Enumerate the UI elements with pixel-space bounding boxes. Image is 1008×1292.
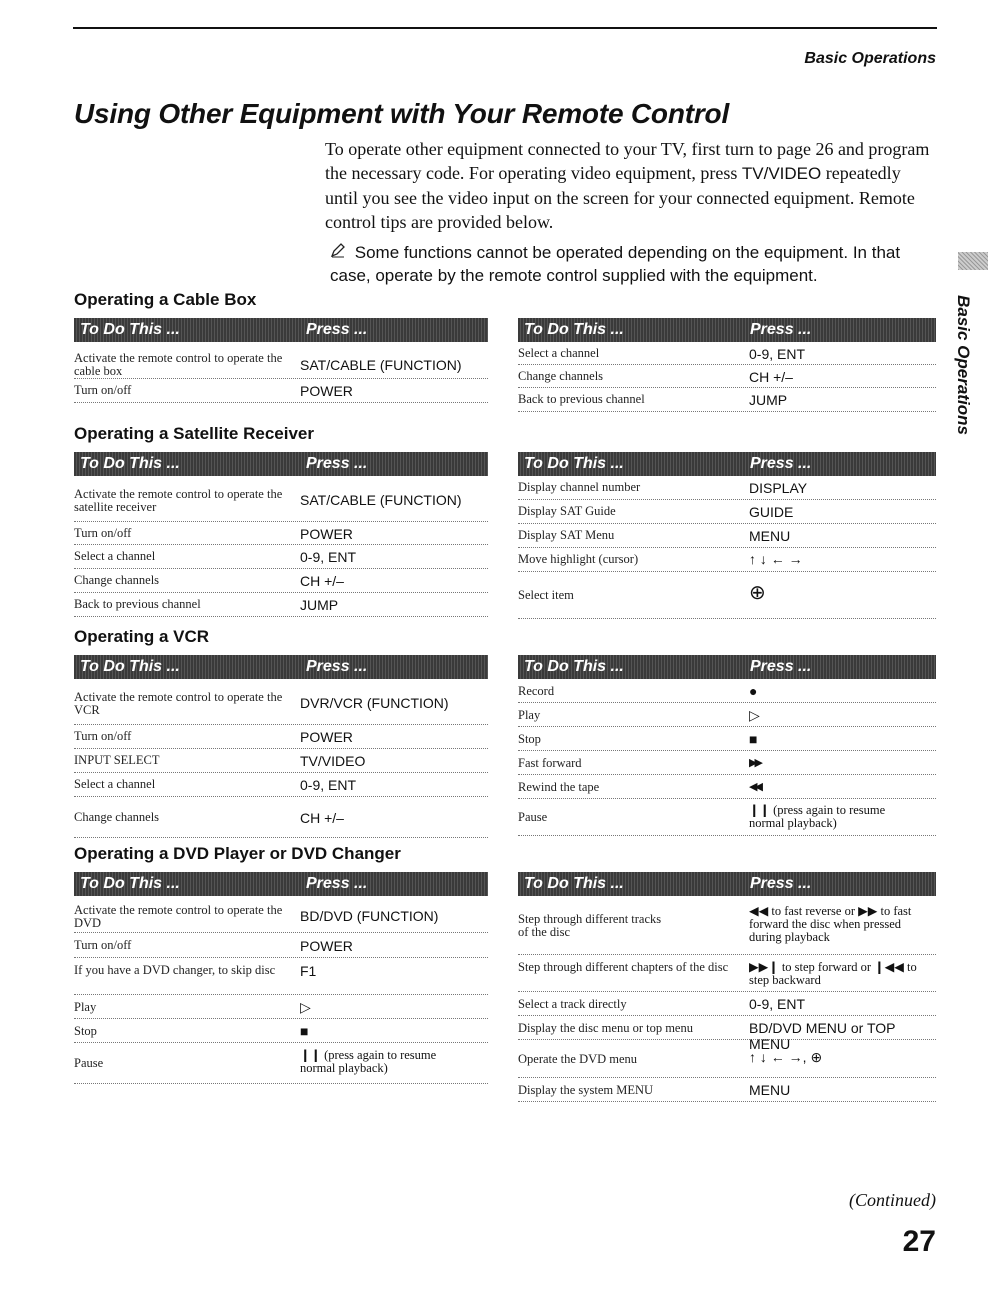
table-cable-right <box>518 318 936 412</box>
table-satellite-right <box>518 452 936 619</box>
table-row: Move highlight (cursor) ↑ ↓ ← → <box>518 548 936 572</box>
table-row: If you have a DVD changer, to skip disc F1 <box>74 958 488 995</box>
table-row: Turn on/off POWER <box>74 933 488 958</box>
select-circle-icon: ⊕ <box>749 582 766 604</box>
table-row: Record ● <box>518 679 936 703</box>
table-row: Activate the remote control to operate the cable box SAT/CABLE (FUNCTION) <box>74 342 488 379</box>
section-title-vcr: Operating a VCR <box>74 627 210 646</box>
table-row: Activate the remote control to operate the VCR DVR/VCR (FUNCTION) <box>74 679 488 725</box>
intro-text-2: repeatedly until you see the video input on the screen for your connected equipment. Remote control tips are provided below. <box>325 163 915 232</box>
play-icon: ▷ <box>749 707 760 723</box>
table-row: Rewind the tape ◀◀ <box>518 775 936 799</box>
side-tab-label: Basic Operations <box>954 295 973 435</box>
table-vcr-right <box>518 655 936 836</box>
table-row: Stop ■ <box>74 1019 488 1043</box>
table-row: Display SAT Menu MENU <box>518 524 936 548</box>
table-header <box>74 452 488 476</box>
header-todo: To Do This ... <box>80 321 180 338</box>
table-row: Stop ■ <box>518 727 936 751</box>
header-press: Press ... <box>306 455 368 472</box>
table-row: Play ▷ <box>518 703 936 727</box>
continued-label: (Continued) <box>849 1190 936 1210</box>
arrow-keys-icon: ↑ ↓ ← → <box>749 551 803 567</box>
table-header <box>518 452 936 476</box>
note-pencil-icon <box>330 241 350 264</box>
table-row: Operate the DVD menu ↑ ↓ ← →, ⊕ <box>518 1040 936 1078</box>
record-icon: ● <box>749 683 758 699</box>
header-press: Press ... <box>750 455 812 472</box>
page-title: Using Other Equipment with Your Remote Control <box>74 98 730 129</box>
table-row: Change channels CH +/– <box>518 365 936 388</box>
section-title-dvd: Operating a DVD Player or DVD Changer <box>74 844 401 863</box>
header-todo: To Do This ... <box>80 455 180 472</box>
table-satellite-left <box>74 452 488 617</box>
table-row: Select item ⊕ <box>518 572 936 619</box>
table-row: Display the system MENU MENU <box>518 1078 936 1102</box>
running-header: Basic Operations <box>804 50 936 67</box>
table-header <box>74 655 488 679</box>
header-press: Press ... <box>750 875 812 892</box>
arrow-keys-select-icon: ↑ ↓ ← →, ⊕ <box>749 1049 823 1065</box>
intro-text-1: To operate other equipment connected to your TV, first turn to page 26 and program the necessary code. For operating video equipment, press <box>325 139 930 183</box>
header-todo: To Do This ... <box>524 658 624 675</box>
table-row: Back to previous channel JUMP <box>518 388 936 412</box>
fast-forward-icon: ▶▶ <box>749 757 760 769</box>
table-row: Step through different chapters of the disc ▶▶❙ to step forward or ❙◀◀ to step backward <box>518 955 936 992</box>
table-row: Fast forward ▶▶ <box>518 751 936 775</box>
tv-video-button-name: TV/VIDEO <box>741 164 822 183</box>
table-row: Turn on/off POWER <box>74 725 488 749</box>
note <box>330 241 930 287</box>
table-row: Display channel number DISPLAY <box>518 476 936 500</box>
intro-paragraph <box>325 137 935 234</box>
rewind-icon: ◀◀ <box>749 781 760 793</box>
table-row: Change channels CH +/– <box>74 569 488 593</box>
header-press: Press ... <box>750 658 812 675</box>
play-icon: ▷ <box>300 999 311 1015</box>
table-row: INPUT SELECT TV/VIDEO <box>74 749 488 773</box>
table-row: Pause ❙❙ (press again to resume normal playback) <box>74 1043 488 1084</box>
table-row: Select a channel 0-9, ENT <box>74 773 488 797</box>
section-title-cable: Operating a Cable Box <box>74 290 257 309</box>
header-press: Press ... <box>306 321 368 338</box>
note-text: Some functions cannot be operated depending on the equipment. In that case, operate by the remote control supplied with the equipment. <box>330 243 901 285</box>
header-press: Press ... <box>306 658 368 675</box>
table-row: Pause ❙❙ (press again to resume normal playback) <box>518 799 936 836</box>
section-title-satellite: Operating a Satellite Receiver <box>74 424 314 443</box>
table-row: Select a channel 0-9, ENT <box>518 342 936 365</box>
page-number: 27 <box>902 1225 936 1258</box>
table-header <box>74 318 488 342</box>
table-vcr-left <box>74 655 488 838</box>
table-row: Select a track directly 0-9, ENT <box>518 992 936 1016</box>
header-todo: To Do This ... <box>524 321 624 338</box>
top-rule <box>73 27 937 29</box>
table-cable-left <box>74 318 488 403</box>
table-header <box>74 872 488 896</box>
header-todo: To Do This ... <box>524 455 624 472</box>
table-row: Display the disc menu or top menu BD/DVD MENU or TOP MENU <box>518 1016 936 1040</box>
table-row: Activate the remote control to operate the satellite receiver SAT/CABLE (FUNCTION) <box>74 476 488 522</box>
table-row: Activate the remote control to operate the DVD BD/DVD (FUNCTION) <box>74 896 488 933</box>
table-row: Turn on/off POWER <box>74 379 488 403</box>
stop-icon: ■ <box>300 1023 309 1039</box>
header-press: Press ... <box>306 875 368 892</box>
table-row: Play ▷ <box>74 995 488 1019</box>
table-dvd-right <box>518 872 936 1102</box>
table-dvd-left <box>74 872 488 1084</box>
table-header <box>518 318 936 342</box>
header-todo: To Do This ... <box>524 875 624 892</box>
table-row: Back to previous channel JUMP <box>74 593 488 617</box>
table-row: Step through different tracks of the disc ◀◀ to fast reverse or ▶▶ to fast forward the disc when pressed during playback <box>518 896 936 955</box>
table-header <box>518 655 936 679</box>
header-todo: To Do This ... <box>80 875 180 892</box>
header-press: Press ... <box>750 321 812 338</box>
table-row: Turn on/off POWER <box>74 522 488 545</box>
header-todo: To Do This ... <box>80 658 180 675</box>
table-header <box>518 872 936 896</box>
table-row: Display SAT Guide GUIDE <box>518 500 936 524</box>
side-tab-marker <box>958 252 988 270</box>
stop-icon: ■ <box>749 731 758 747</box>
table-row: Select a channel 0-9, ENT <box>74 545 488 569</box>
table-row: Change channels CH +/– <box>74 797 488 838</box>
